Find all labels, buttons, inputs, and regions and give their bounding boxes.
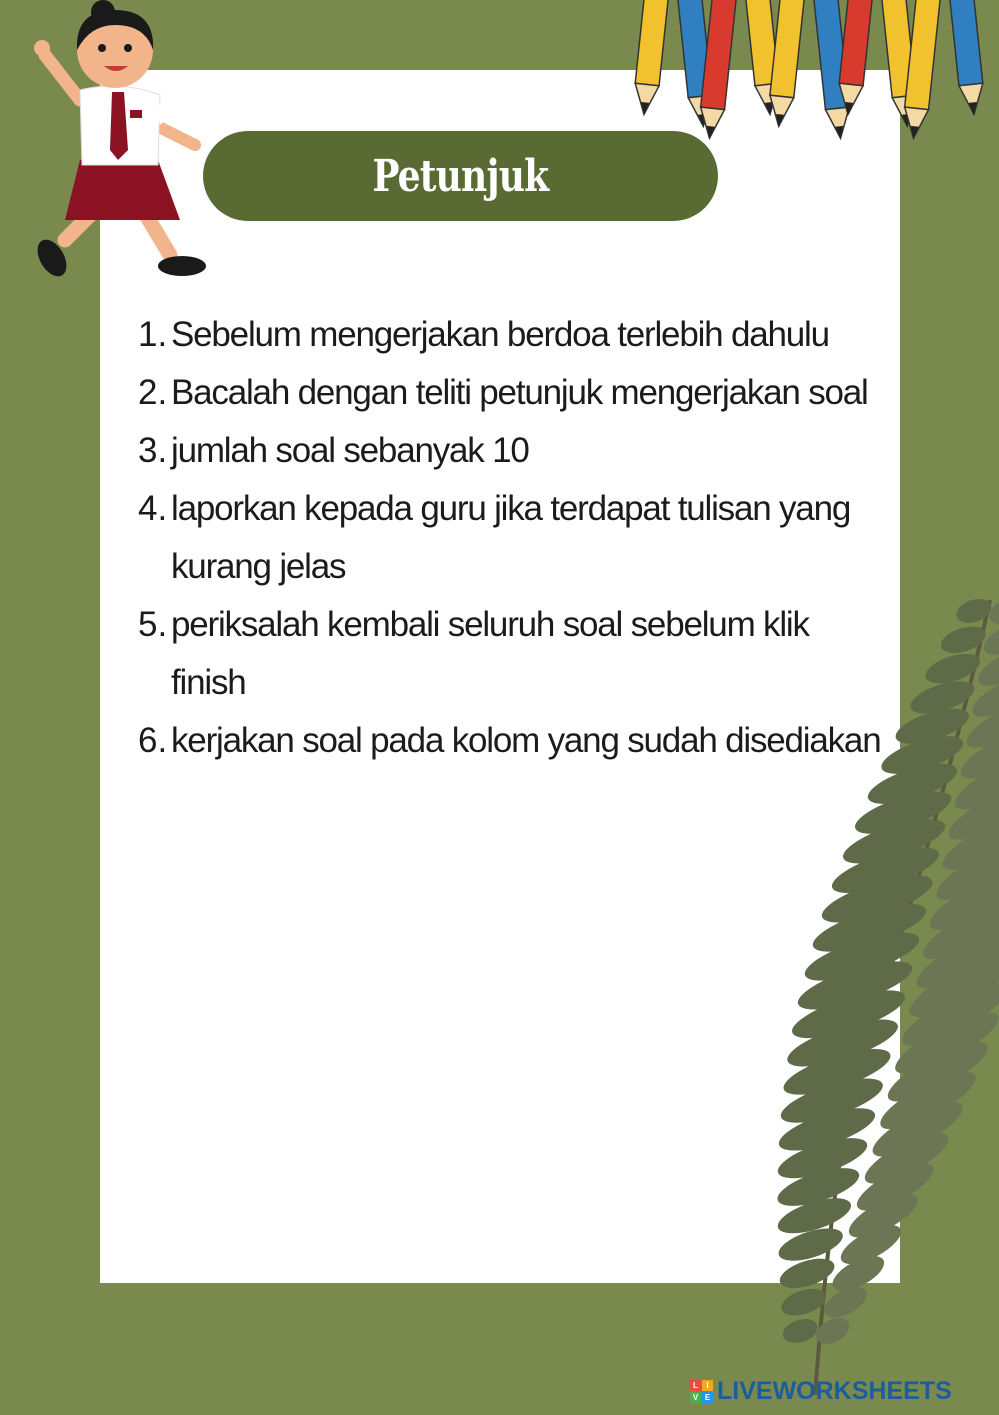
item-text: periksalah kembali seluruh soal sebelum klik finish xyxy=(171,605,809,702)
title-banner xyxy=(203,131,718,221)
fern-leaflet xyxy=(937,621,989,658)
item-text: Bacalah dengan teliti petunjuk mengerjakan soal xyxy=(171,373,868,412)
liveworksheets-logo[interactable] xyxy=(690,1376,952,1406)
liveworksheets-badge-icon: L I V E xyxy=(690,1380,713,1403)
item-text: Sebelum mengerjakan berdoa terlebih dahulu xyxy=(171,315,829,354)
item-text: kerjakan soal pada kolom yang sudah disediakan xyxy=(171,721,881,760)
brand-name: LIVEWORKSHEETS xyxy=(717,1376,952,1405)
list-item xyxy=(138,364,883,422)
item-number: 3. xyxy=(138,431,168,470)
item-text: jumlah soal sebanyak 10 xyxy=(171,431,529,470)
item-text: laporkan kepada guru jika terdapat tulisan yang kurang jelas xyxy=(171,489,851,586)
list-item xyxy=(138,306,883,364)
item-number: 5. xyxy=(138,605,168,644)
list-item xyxy=(138,712,883,770)
schoolgirl-icon xyxy=(30,0,240,290)
list-item xyxy=(138,596,883,712)
page-title: Petunjuk xyxy=(372,150,549,202)
item-number: 6. xyxy=(138,721,168,760)
pencil-icon xyxy=(632,0,668,116)
pencil-icon xyxy=(950,0,986,116)
item-number: 1. xyxy=(138,315,168,354)
item-number: 4. xyxy=(138,489,168,528)
list-item xyxy=(138,422,883,480)
list-item xyxy=(138,480,883,596)
pencils-icon xyxy=(632,0,999,140)
instruction-list xyxy=(138,306,883,770)
fern-leaflet xyxy=(780,1315,821,1347)
item-number: 2. xyxy=(138,373,168,412)
